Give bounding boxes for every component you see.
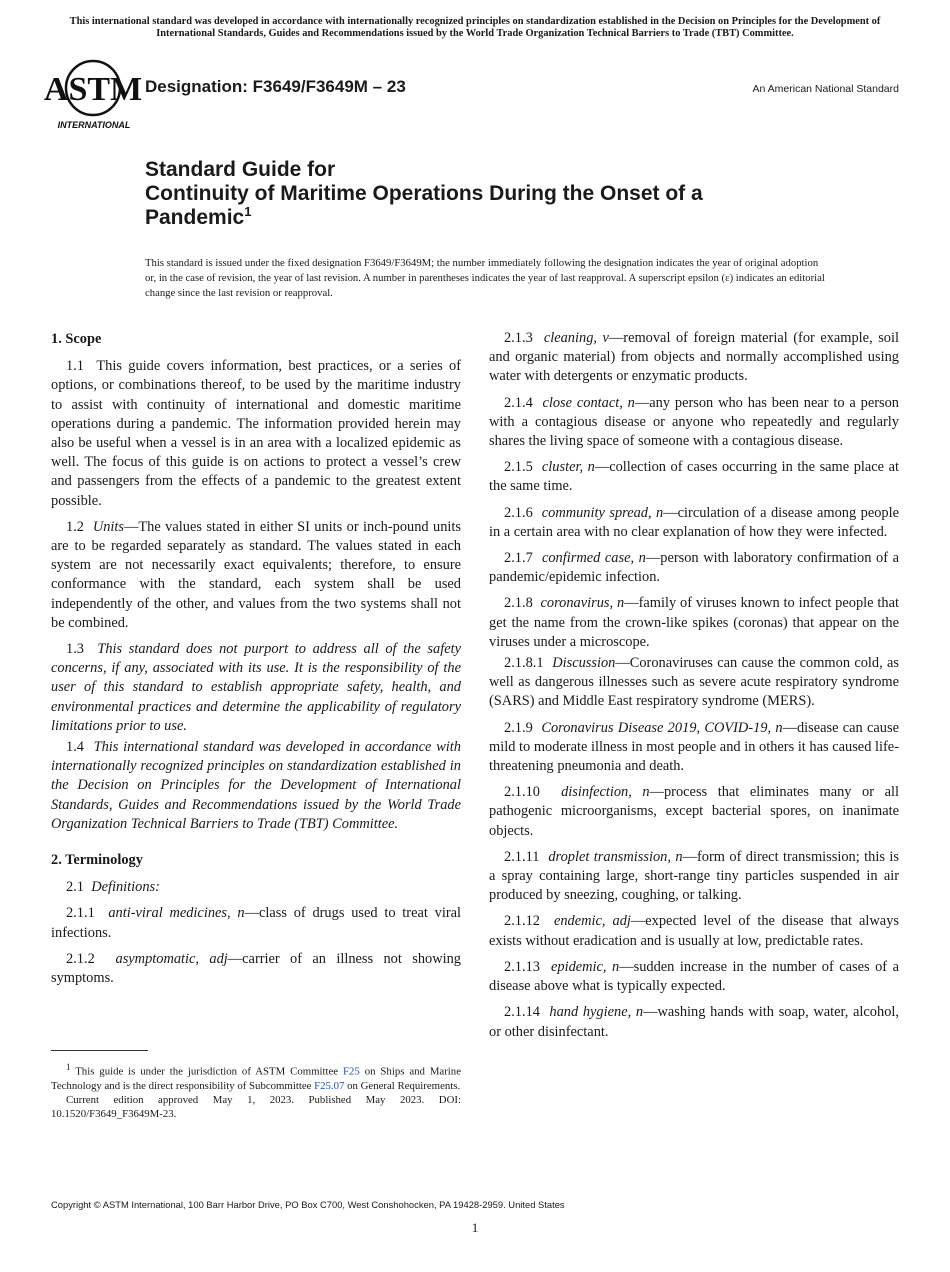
- left-column: [51, 330, 461, 995]
- definition-2-1-3: 2.1.3 cleaning, v—removal of foreign material (for example, soil and organic material) from objects and normally accomplished using water with detergents or enzymatic products.: [489, 330, 899, 385]
- para-1-4: 1.4 This international standard was developed in accordance with internationally recognized principles on standardization established in the Decision on Principles for the Development of International Standards, Guides and Recommendations issued by the World Trade Organization Technical Barriers to Trade (TBT) Committee.: [51, 739, 461, 832]
- footnote: [51, 1060, 461, 1121]
- definition-2-1-10: 2.1.10 disinfection, n—process that eliminates many or all pathogenic microorganisms, except bacterial spores, on inanimate objects.: [489, 784, 899, 839]
- footnote-edition: Current edition approved May 1, 2023. Published May 2023. DOI: 10.1520/F3649_F3649M-23.: [51, 1093, 461, 1120]
- para-1-3: 1.3 This standard does not purport to address all of the safety concerns, if any, associated with its use. It is the responsibility of the user of this standard to establish appropriate safety, health, and environmental practices and determine the applicability of regulatory limitations prior to use.: [51, 641, 461, 734]
- footnote-jurisdiction: $^1$ This guide is under the jurisdiction of ASTM Committee F25 on Ships and Marine Technology and is the direct responsibility of Subcommittee F25.07 on General Requirements.: [51, 1062, 461, 1092]
- definition-2-1-9: 2.1.9 Coronavirus Disease 2019, COVID-19, n—disease can cause mild to moderate illness in most people and in others it has caused life-threatening pneumonia and death.: [489, 719, 899, 775]
- discussion-2-1-8-1: 2.1.8.1 Discussion—Coronaviruses can cause the common cold, as well as dangerous illnesses such as severe acute respiratory syndrome (SARS) and Middle East respiratory syndrome (MERS).: [489, 655, 899, 710]
- definition-2-1-1: 2.1.1 anti-viral medicines, n—class of drugs used to treat viral infections.: [51, 905, 462, 941]
- section-heading-terminology: 2. Terminology: [51, 852, 143, 869]
- copyright: Copyright © ASTM International, 100 Barr Harbor Drive, PO Box C700, West Conshohocken, PA 19428-2959. United States: [51, 1199, 565, 1210]
- document-title: [145, 158, 845, 230]
- definition-2-1-13: 2.1.13 epidemic, n—sudden increase in the number of cases of a disease above what is typically expected.: [489, 958, 899, 995]
- para-1-2: 1.2 Units—The values stated in either SI units or inch-pound units are to be regarded separately as standard. The values stated in each system are not necessarily exact equivalents; therefore, to ensure conformance with the standard, each system shall be used independently of the other, and values from the two systems shall not be combined.: [51, 518, 461, 631]
- definition-2-1-5: 2.1.5 cluster, n—collection of cases occurring in the same place at the same time.: [489, 459, 899, 495]
- subcommittee-link[interactable]: F25.07: [314, 1079, 345, 1092]
- american-national-standard: An American National Standard: [752, 83, 899, 95]
- committee-link[interactable]: F25: [343, 1065, 360, 1078]
- definition-2-1-11: 2.1.11 droplet transmission, n—form of direct transmission; this is a spray containing large, short-range tiny particles suspended in air produced by sneezing, coughing, or talking.: [489, 848, 900, 904]
- definition-2-1-8: 2.1.8 coronavirus, n—family of viruses known to infect people that get the name from the crown-like spikes (coronas) that appear on the viruses under a microscope.: [489, 595, 899, 650]
- astm-logo: [43, 56, 143, 132]
- section-heading-scope: 1. Scope: [51, 331, 102, 347]
- designation: Designation: F3649/F3649M – 23: [145, 77, 406, 96]
- page-number: 1: [471, 1220, 479, 1235]
- title-line-2: Continuity of Maritime Operations During the Onset of a: [145, 182, 703, 205]
- definition-2-1-12: 2.1.12 endemic, adj—expected level of the disease that always exists without eradication and is usually at low, predictable rates.: [489, 913, 899, 949]
- definition-2-1-7: 2.1.7 confirmed case, n—person with laboratory confirmation of a pandemic/epidemic infection.: [489, 550, 899, 586]
- definition-2-1-4: 2.1.4 close contact, n—any person who has been near to a person with a contagious disease or anyone who repeatedly and regularly shares the living space of someone with a contagious disease.: [489, 394, 899, 450]
- para-2-1: 2.1 Definitions:: [66, 879, 160, 896]
- title-line-3: Pandemic: [145, 206, 245, 229]
- issue-note: This standard is issued under the fixed designation F3649/F3649M; the number immediately following the designation indicates the year of original adoption or, in the case of revision, the year of last revision. A number in parentheses indicates the year of last reapproval. A superscript epsilon (ε) indicates an editorial change since the last revision or reapproval.: [145, 257, 825, 299]
- right-column: [489, 329, 899, 1049]
- para-1-1: 1.1 This guide covers information, best practices, or a series of options, or combinations thereof, to be used by the maritime industry to assist with continuity of international and domestic maritime operations during a pandemic. The information provided herein may also be useful when a vessel is in an area with a localized epidemic as well. The focus of this guide is on actions to protect a vessel’s crew and passengers from the effects of a pandemic to the greatest extent possible.: [51, 358, 461, 509]
- logo-mark: ASTM: [43, 71, 143, 108]
- footnote-divider: [51, 1050, 148, 1051]
- logo-subtext: INTERNATIONAL: [57, 120, 131, 130]
- title-footnote-mark: 1: [244, 204, 252, 219]
- top-notice: This international standard was developed in accordance with internationally recognized principles on standardization established in the Decision on Principles for the Development of International Standards, Guides and Recommendations issued by the World Trade Organization Technical Barriers to Trade (TBT) Committee.: [69, 16, 881, 39]
- definition-2-1-6: 2.1.6 community spread, n—circulation of a disease among people in a certain area with no clear explanation of how they were infected.: [489, 504, 899, 540]
- definition-2-1-14: 2.1.14 hand hygiene, n—washing hands with soap, water, alcohol, or other disinfectant.: [489, 1004, 899, 1040]
- title-line-1: Standard Guide for: [145, 158, 336, 181]
- definition-2-1-2: 2.1.2 asymptomatic, adj—carrier of an illness not showing symptoms.: [51, 950, 461, 987]
